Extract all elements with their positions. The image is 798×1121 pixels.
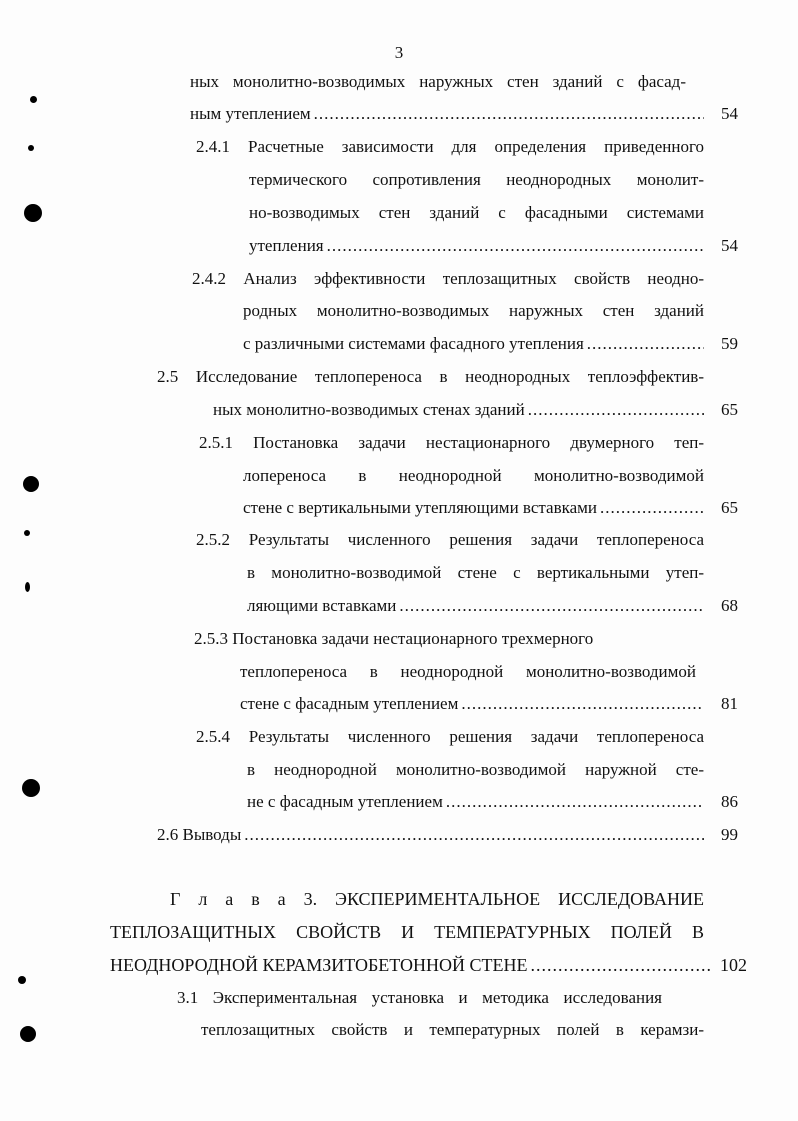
toc-line: термического сопротивления неоднородных монолит- (249, 170, 704, 189)
punch-hole-mark (28, 145, 34, 151)
toc-line: родных монолитно-возводимых наружных стен зданий (243, 301, 704, 320)
dot-leader (399, 595, 704, 617)
page-number: 3 (394, 43, 404, 62)
toc-page-number: 81 (721, 694, 738, 713)
toc-line: ным утеплением ..... 54 (190, 103, 738, 125)
toc-line: 2.4.1 Расчетные зависимости для определения приведенного (196, 137, 704, 156)
toc-page-number: 68 (721, 596, 738, 615)
dot-leader (600, 497, 704, 519)
toc-line: стене с вертикальными утепляющими вставками ..... 65 (243, 497, 738, 519)
punch-hole-mark (30, 96, 37, 103)
chapter-heading-line: ТЕПЛОЗАЩИТНЫХ СВОЙСТВ И ТЕМПЕРАТУРНЫХ ПОЛЕЙ В (110, 922, 704, 942)
dot-leader (314, 103, 704, 125)
punch-hole-mark (25, 582, 30, 592)
toc-page-number: 99 (721, 825, 738, 844)
toc-line: ных монолитно-возводимых наружных стен зданий с фасад- (190, 72, 686, 91)
punch-hole-mark (22, 779, 40, 797)
chapter-heading-line: НЕОДНОРОДНОЙ КЕРАМЗИТОБЕТОННОЙ СТЕНЕ ..... 102 (110, 954, 747, 976)
toc-page-number: 54 (721, 236, 738, 255)
dot-leader (327, 235, 704, 257)
punch-hole-mark (20, 1026, 36, 1042)
toc-line: стене с фасадным утеплением ..... 81 (240, 693, 738, 715)
toc-page-number: 65 (721, 498, 738, 517)
punch-hole-mark (23, 476, 39, 492)
toc-line: утепления ..... 54 (249, 235, 738, 257)
toc-page-number: 54 (721, 104, 738, 123)
toc-line: с различными системами фасадного утепления ..... 59 (243, 333, 738, 355)
toc-line: 2.4.2 Анализ эффективности теплозащитных свойств неодно- (192, 269, 704, 288)
dot-leader (528, 399, 704, 421)
toc-line: лопереноса в неоднородной монолитно-возводимой (243, 466, 704, 485)
punch-hole-mark (18, 976, 26, 984)
dot-leader (531, 954, 713, 976)
toc-line: 2.5 Исследование теплопереноса в неоднородных теплоэффектив- (157, 367, 704, 386)
toc-line: 2.5.2 Результаты численного решения задачи теплопереноса (196, 530, 704, 549)
toc-line: ных монолитно-возводимых стенах зданий ..... 65 (213, 399, 738, 421)
punch-hole-mark (24, 530, 30, 536)
toc-line: в монолитно-возводимой стене с вертикальными утеп- (247, 563, 704, 582)
toc-page-number: 86 (721, 792, 738, 811)
toc-line: теплозащитных свойств и температурных полей в керамзи- (201, 1020, 704, 1039)
toc-page-number: 59 (721, 334, 738, 353)
chapter-heading-line: Г л а в а 3. ЭКСПЕРИМЕНТАЛЬНОЕ ИССЛЕДОВАНИЕ (170, 889, 704, 909)
toc-page-number: 65 (721, 400, 738, 419)
toc-line: теплопереноса в неоднородной монолитно-возводимой (240, 662, 696, 681)
punch-hole-mark (24, 204, 42, 222)
toc-page-number: 102 (720, 955, 747, 975)
dot-leader (461, 693, 704, 715)
toc-line: 2.6 Выводы ..... 99 (157, 824, 738, 846)
toc-line: в неоднородной монолитно-возводимой наружной сте- (247, 760, 704, 779)
toc-line: не с фасадным утеплением ..... 86 (247, 791, 738, 813)
toc-line: ляющими вставками ..... 68 (247, 595, 738, 617)
toc-line: 3.1 Экспериментальная установка и методика исследования (177, 988, 662, 1007)
toc-line: 2.5.1 Постановка задачи нестационарного двумерного теп- (199, 433, 704, 452)
dot-leader (446, 791, 704, 813)
dot-leader (587, 333, 704, 355)
toc-line: 2.5.3 Постановка задачи нестационарного трехмерного (194, 629, 594, 648)
toc-line: но-возводимых стен зданий с фасадными системами (249, 203, 704, 222)
dot-leader (244, 824, 704, 846)
toc-line: 2.5.4 Результаты численного решения задачи теплопереноса (196, 727, 704, 746)
